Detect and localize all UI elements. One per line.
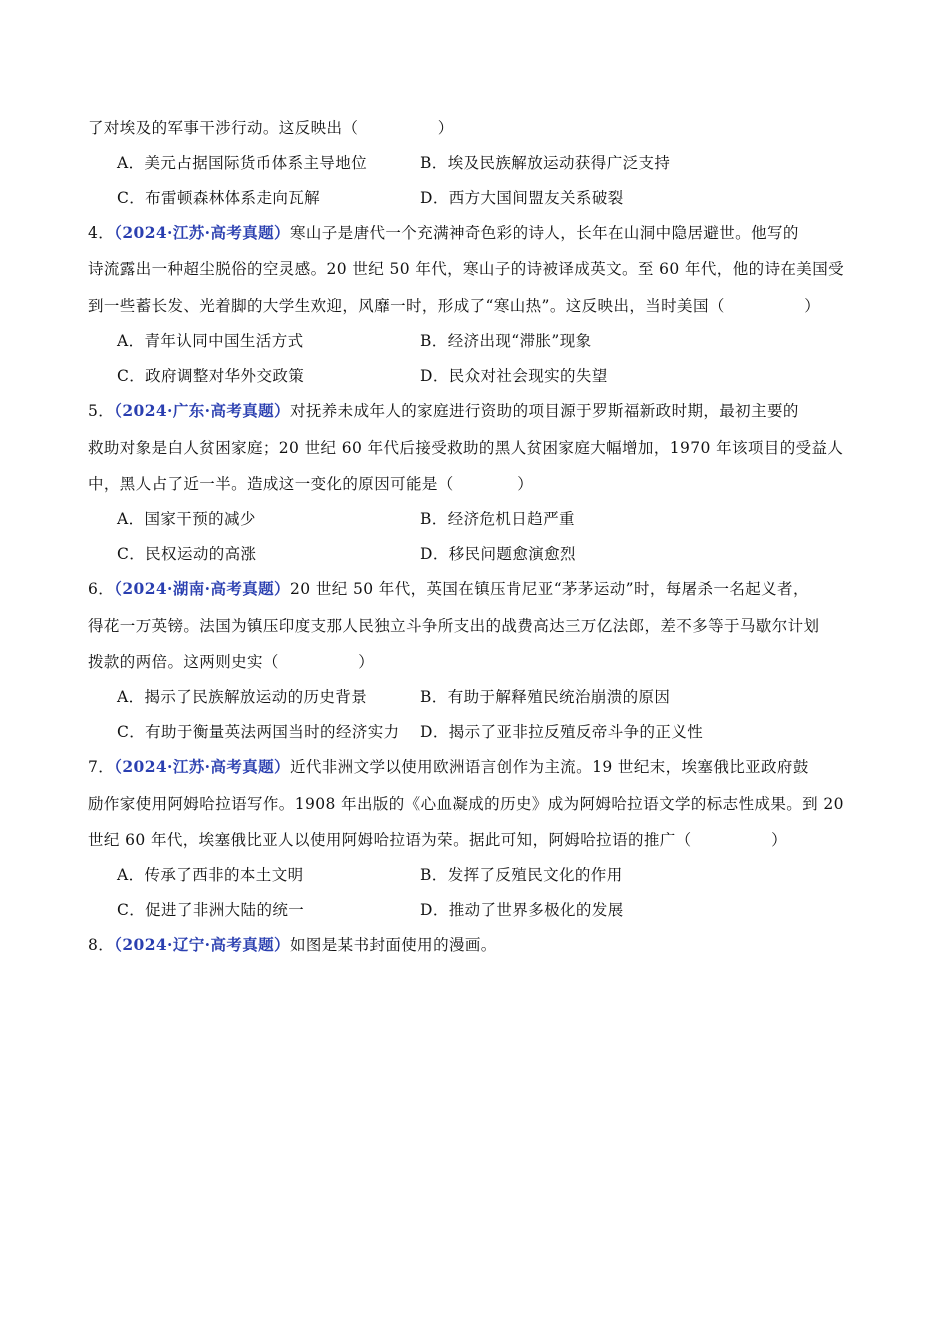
q7-option-a: A．传承了西非的本土文明: [117, 866, 304, 884]
q4-option-c: C．政府调整对华外交政策: [117, 367, 305, 385]
q5-option-b: B．经济危机日趋严重: [420, 510, 575, 528]
q6-source-tag: （2024·湖南·高考真题）: [114, 579, 290, 598]
q4-stem-text: 寒山子是唐代一个充满神奇色彩的诗人，长年在山洞中隐居避世。他写的: [289, 224, 799, 242]
q7-stem-line-1: [88, 755, 868, 779]
q5-number: 5．: [88, 402, 115, 420]
q4-option-b: B．经济出现“滞胀”现象: [420, 332, 592, 350]
q3-option-b: B．埃及民族解放运动获得广泛支持: [420, 154, 671, 172]
q7-option-c: C．促进了非洲大陆的统一: [117, 901, 305, 919]
q4-option-a: A．青年认同中国生活方式: [117, 332, 304, 350]
q6-option-c: C．有助于衡量英法两国当时的经济实力: [117, 723, 400, 741]
q5-stem-line-1: [88, 399, 868, 423]
q6-stem-text: 20 世纪 50 年代，英国在镇压肯尼亚“茅茅运动”时，每屠杀一名起义者，: [289, 580, 809, 598]
q7-option-b: B．发挥了反殖民文化的作用: [420, 866, 623, 884]
q5-stem-line-3: 中，黑人占了近一半。造成这一变化的原因可能是（ ）: [88, 475, 534, 493]
q4-stem-line-3: 到一些蓄长发、光着脚的大学生欢迎，风靡一时，形成了“寒山热”。这反映出，当时美国（ ）: [88, 297, 821, 315]
q3-option-c: C．布雷顿森林体系走向瓦解: [117, 189, 321, 207]
q3-option-a: A．美元占据国际货币体系主导地位: [117, 154, 368, 172]
q7-stem-line-3: 世纪 60 年代，埃塞俄比亚人以使用阿姆哈拉语为荣。据此可知，阿姆哈拉语的推广（ ）: [88, 831, 787, 849]
q4-stem-line-2: 诗流露出一种超尘脱俗的空灵感。20 世纪 50 年代，寒山子的诗被译成英文。至 60 年代，他的诗在美国受: [88, 260, 845, 278]
q6-stem-line-3: 拨款的两倍。这两则史实（ ）: [88, 653, 375, 671]
q8-stem-line-1: [88, 933, 868, 957]
q6-stem-line-1: [88, 577, 868, 601]
q5-stem-text: 对抚养未成年人的家庭进行资助的项目源于罗斯福新政时期，最初主要的: [289, 402, 799, 420]
q8-stem-text: 如图是某书封面使用的漫画。: [289, 936, 497, 954]
q6-option-d: D．揭示了亚非拉反殖反帝斗争的正义性: [420, 723, 704, 741]
q7-stem-text: 近代非洲文学以使用欧洲语言创作为主流。19 世纪末，埃塞俄比亚政府鼓: [289, 758, 809, 776]
q7-number: 7．: [88, 758, 115, 776]
q5-source-tag: （2024·广东·高考真题）: [114, 401, 290, 420]
q5-option-d: D．移民问题愈演愈烈: [420, 545, 576, 563]
q7-source-tag: （2024·江苏·高考真题）: [114, 757, 290, 776]
q4-option-d: D．民众对社会现实的失望: [420, 367, 608, 385]
q5-option-a: A．国家干预的减少: [117, 510, 256, 528]
q6-option-a: A．揭示了民族解放运动的历史背景: [117, 688, 368, 706]
q6-option-b: B．有助于解释殖民统治崩溃的原因: [420, 688, 671, 706]
q5-stem-line-2: 救助对象是白人贫困家庭；20 世纪 60 年代后接受救助的黑人贫困家庭大幅增加，1970 年该项目的受益人: [88, 439, 844, 457]
q8-source-tag: （2024·辽宁·高考真题）: [114, 935, 290, 954]
q4-stem-line-1: [88, 221, 868, 245]
q3-option-d: D．西方大国间盟友关系破裂: [420, 189, 624, 207]
q6-stem-line-2: 得花一万英镑。法国为镇压印度支那人民独立斗争所支出的战费高达三万亿法郎，差不多等于马歇尔计划: [88, 617, 820, 635]
q7-stem-line-2: 励作家使用阿姆哈拉语写作。1908 年出版的《心血凝成的历史》成为阿姆哈拉语文学的标志性成果。到 20: [88, 795, 844, 813]
q3-stem-line: 了对埃及的军事干涉行动。这反映出（ ）: [88, 119, 454, 137]
q5-option-c: C．民权运动的高涨: [117, 545, 257, 563]
q8-number: 8．: [88, 936, 115, 954]
q7-option-d: D．推动了世界多极化的发展: [420, 901, 624, 919]
q4-number: 4．: [88, 224, 115, 242]
q4-source-tag: （2024·江苏·高考真题）: [114, 223, 290, 242]
q6-number: 6．: [88, 580, 115, 598]
